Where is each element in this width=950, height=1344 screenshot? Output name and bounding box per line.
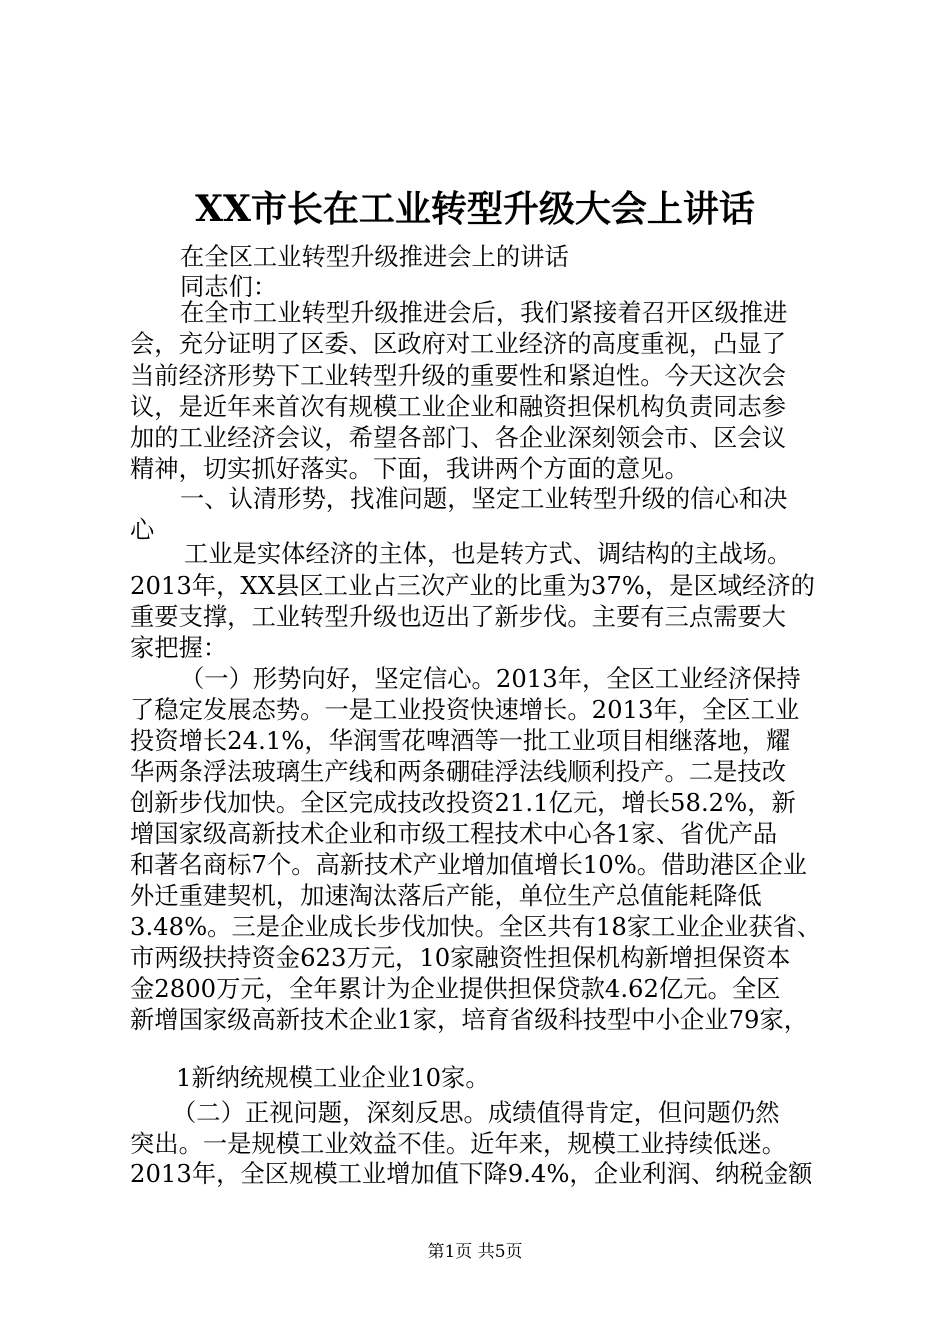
paragraph-line: 创新步伐加快。全区完成技改投资21.1亿元，增长58.2%，新	[130, 788, 796, 817]
salutation-line: 同志们：	[180, 272, 278, 301]
paragraph-line: 3.48%。三是企业成长步伐加快。全区共有18家工业企业获省、	[130, 912, 822, 941]
paragraph-line: 精神，切实抓好落实。下面，我讲两个方面的意见。	[130, 454, 689, 483]
paragraph-line: 外迁重建契机，加速淘汰落后产能，单位生产总值能耗降低	[130, 881, 762, 910]
paragraph-line: 市两级扶持资金623万元，10家融资性担保机构新增担保资本	[130, 943, 791, 972]
paragraph-line: 当前经济形势下工业转型升级的重要性和紧迫性。今天这次会	[130, 361, 787, 390]
paragraph-line: 投资增长24.1%，华润雪花啤酒等一批工业项目相继落地，耀	[130, 726, 791, 755]
paragraph-line: 金2800万元，全年累计为企业提供担保贷款4.62亿元。全区	[130, 974, 781, 1003]
section-heading-line: 一、认清形势，找准问题，坚定工业转型升级的信心和决	[180, 484, 788, 513]
paragraph-line: 议，是近年来首次有规模工业企业和融资担保机构负责同志参	[130, 392, 787, 421]
paragraph-line: （一）形势向好，坚定信心。2013年，全区工业经济保持	[180, 664, 801, 693]
document-title: XX市长在工业转型升级大会上讲话	[195, 188, 755, 230]
paragraph-line: 突出。一是规模工业效益不佳。近年来，规模工业持续低迷。	[130, 1129, 787, 1158]
page-indicator: 第1页 共5页	[427, 1242, 523, 1262]
paragraph-line: 了稳定发展态势。一是工业投资快速增长。2013年，全区工业	[130, 695, 800, 724]
paragraph-line: 增国家级高新技术企业和市级工程技术中心各1家、省优产品	[130, 819, 778, 848]
paragraph-line: 华两条浮法玻璃生产线和两条硼硅浮法线顺利投产。二是技改	[130, 757, 787, 786]
paragraph-line: 家把握：	[130, 633, 228, 662]
paragraph-line: （二）正视问题，深刻反思。成绩值得肯定，但问题仍然	[172, 1098, 780, 1127]
paragraph-line: 重要支撑，工业转型升级也迈出了新步伐。主要有三点需要大	[130, 602, 787, 631]
paragraph-line: 新增国家级高新技术企业1家，培育省级科技型中小企业79家，	[130, 1005, 809, 1034]
section-heading-line: 心	[130, 515, 155, 544]
subtitle-line: 在全区工业转型升级推进会上的讲话	[180, 242, 569, 271]
paragraph-line: 2013年，全区规模工业增加值下降9.4%，企业利润、纳税金额	[130, 1159, 813, 1188]
paragraph-line: 1新纳统规模工业企业10家。	[176, 1063, 490, 1092]
paragraph-line: 会，充分证明了区委、区政府对工业经济的高度重视，凸显了	[130, 329, 787, 358]
paragraph-line: 和著名商标7个。高新技术产业增加值增长10%。借助港区企业	[130, 850, 807, 879]
paragraph-line: 2013年，XX县区工业占三次产业的比重为37%，是区域经济的	[130, 571, 815, 600]
paragraph-line: 在全市工业转型升级推进会后，我们紧接着召开区级推进	[180, 298, 788, 327]
paragraph-line: 加的工业经济会议，希望各部门、各企业深刻领会市、区会议	[130, 423, 787, 452]
paragraph-line: 工业是实体经济的主体，也是转方式、调结构的主战场。	[184, 539, 792, 568]
